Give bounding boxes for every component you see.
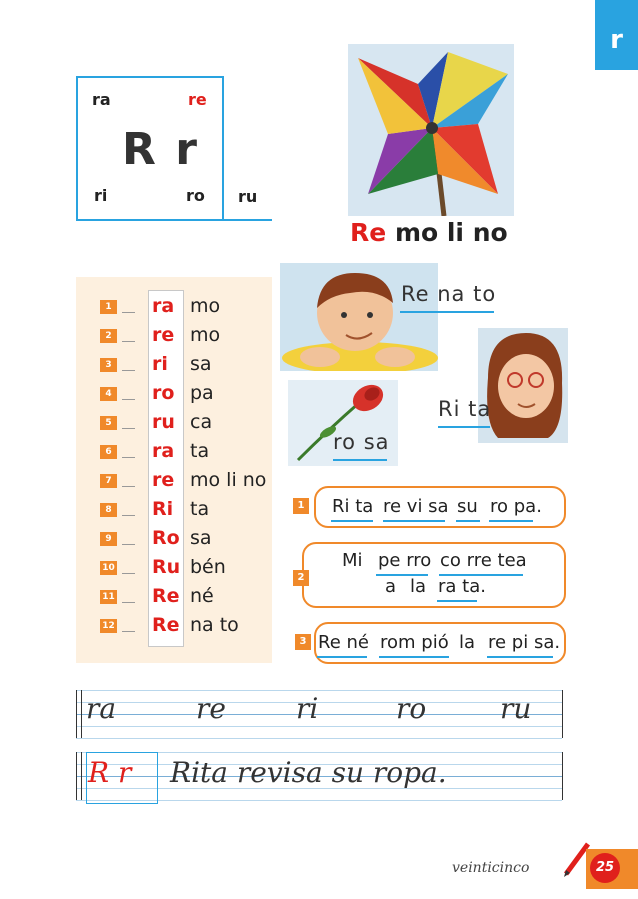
- title-rest: mo li no: [394, 218, 508, 247]
- sentence-2-word-1: Mi: [342, 550, 363, 571]
- sentence-1-word-1: Ri ta: [332, 496, 374, 517]
- sentence-3-word-1: Re né: [318, 632, 369, 653]
- row-word-rest: pa: [190, 382, 214, 404]
- row-syllable: Ru: [152, 556, 181, 578]
- guide-line: [76, 726, 562, 727]
- row-syllable: ra: [152, 295, 175, 317]
- boy-icon: [280, 263, 438, 371]
- row-word-rest: sa: [190, 527, 212, 549]
- sentence-2-word-4: a: [385, 576, 397, 597]
- row-word-rest: sa: [190, 353, 212, 375]
- page-number-word: veinticinco: [452, 860, 530, 876]
- word-list-row: [100, 439, 275, 468]
- sentence-1-word-4: ro pa.: [490, 496, 542, 517]
- sentence-2-word-5: la: [410, 576, 427, 597]
- row-syllable: Ri: [152, 498, 174, 520]
- row-word-rest: ca: [190, 411, 213, 433]
- answer-blank: [122, 515, 135, 516]
- row-syllable: Ro: [152, 527, 180, 549]
- cursive-ri: ri: [296, 692, 319, 725]
- answer-blank: [122, 573, 135, 574]
- caption-renato-line: [400, 311, 494, 313]
- sentence-1-word-3: su: [457, 496, 478, 517]
- margin-bar: [81, 752, 82, 800]
- title-word-remolino: [350, 218, 508, 247]
- guide-line: [76, 714, 562, 715]
- answer-blank: [122, 544, 135, 545]
- word-list-row: [100, 497, 275, 526]
- row-syllable: ra: [152, 440, 175, 462]
- row-number: 6: [100, 445, 117, 459]
- syllable-ra: ra: [92, 90, 111, 109]
- sentence-3-number: 3: [295, 634, 311, 650]
- caption-rita: Ri ta: [438, 397, 492, 421]
- row-number: 12: [100, 619, 117, 633]
- boy-illustration: [280, 263, 438, 371]
- word-list-row: [100, 613, 275, 642]
- syllable-baseline: [76, 219, 272, 221]
- margin-bar: [76, 690, 77, 738]
- row-word-rest: bén: [190, 556, 226, 578]
- caption-rosa: ro sa: [333, 430, 390, 454]
- margin-bar: [562, 690, 563, 738]
- cursive-ro: ro: [396, 692, 427, 725]
- row-number: 7: [100, 474, 117, 488]
- answer-blank: [122, 486, 135, 487]
- caption-rita-line: [438, 426, 490, 428]
- row-number: 10: [100, 561, 117, 575]
- syllable-ru: ru: [238, 187, 258, 206]
- syllable-ro: ro: [186, 186, 205, 205]
- row-word-rest: mo: [190, 295, 221, 317]
- row-word-rest: ta: [190, 498, 210, 520]
- sentence-2-word-2: pe rro: [378, 550, 432, 571]
- syllable-re: re: [188, 90, 207, 109]
- sentence-2-word-6: ra ta.: [438, 576, 486, 597]
- row-syllable: ri: [152, 353, 168, 375]
- row-syllable: re: [152, 324, 175, 346]
- cursive-re: re: [196, 692, 226, 725]
- sentence-3-word-2: rom pió: [380, 632, 449, 653]
- chapter-letter-tab: r: [595, 0, 638, 70]
- row-number: 11: [100, 590, 117, 604]
- word-list-row: [100, 468, 275, 497]
- row-number: 4: [100, 387, 117, 401]
- row-word-rest: na to: [190, 614, 239, 636]
- sentence-3-underline-1: [317, 656, 367, 658]
- title-red-syllable: Re: [350, 218, 387, 247]
- row-syllable: ro: [152, 382, 175, 404]
- pinwheel-icon: [348, 44, 514, 216]
- word-list-row: [100, 323, 275, 352]
- word-list-row: [100, 410, 275, 439]
- cursive-rr: R r: [88, 756, 132, 789]
- row-word-rest: mo li no: [190, 469, 267, 491]
- answer-blank: [122, 457, 135, 458]
- girl-icon: [478, 328, 568, 443]
- sentence-2-word-3: co rre tea: [440, 550, 527, 571]
- row-number: 1: [100, 300, 117, 314]
- girl-illustration: [478, 328, 568, 443]
- sentence-3-underline-3: [487, 656, 553, 658]
- word-list-row: [100, 294, 275, 323]
- row-word-rest: né: [190, 585, 214, 607]
- guide-line: [76, 738, 562, 739]
- answer-blank: [122, 312, 135, 313]
- answer-blank: [122, 370, 135, 371]
- row-syllable: Re: [152, 585, 180, 607]
- word-list-row: [100, 381, 275, 410]
- guide-line: [76, 690, 562, 691]
- sentence-3-underline-2: [379, 656, 449, 658]
- caption-rosa-line: [333, 459, 387, 461]
- answer-blank: [122, 428, 135, 429]
- sentence-2-number: 2: [293, 570, 309, 586]
- row-number: 9: [100, 532, 117, 546]
- row-syllable: re: [152, 469, 175, 491]
- sentence-3-word-4: re pi sa.: [488, 632, 561, 653]
- cursive-sentence: Rita revisa su ropa.: [170, 756, 447, 789]
- word-list-row: [100, 584, 275, 613]
- caption-renato: Re na to: [401, 282, 497, 306]
- row-number: 8: [100, 503, 117, 517]
- word-list-row: [100, 526, 275, 555]
- page-number-badge: [586, 849, 638, 889]
- row-number: 2: [100, 329, 117, 343]
- row-syllable: Re: [152, 614, 180, 636]
- margin-bar: [562, 752, 563, 800]
- answer-blank: [122, 602, 135, 603]
- row-number: 3: [100, 358, 117, 372]
- page-number: 25: [590, 853, 620, 883]
- cursive-ra: ra: [86, 692, 117, 725]
- big-letter-rr: R r: [122, 124, 199, 175]
- sentence-2-underline-3: [437, 600, 477, 602]
- answer-blank: [122, 399, 135, 400]
- row-number: 5: [100, 416, 117, 430]
- guide-line: [76, 702, 562, 703]
- pinwheel-illustration: [348, 44, 514, 216]
- answer-blank: [122, 341, 135, 342]
- sentence-1-underline-4: [489, 520, 533, 522]
- sentence-1-underline-3: [456, 520, 480, 522]
- margin-bar: [81, 690, 82, 738]
- sentence-1-word-2: re vi sa: [383, 496, 449, 517]
- word-list-row: [100, 555, 275, 584]
- margin-bar: [76, 752, 77, 800]
- sentence-1-underline-2: [383, 520, 445, 522]
- sentence-1-number: 1: [293, 498, 309, 514]
- syllable-ri: ri: [94, 186, 108, 205]
- syllable-box: [76, 76, 272, 221]
- answer-blank: [122, 631, 135, 632]
- row-word-rest: ta: [190, 440, 210, 462]
- row-word-rest: mo: [190, 324, 221, 346]
- sentence-3-word-3: la: [459, 632, 476, 653]
- row-syllable: ru: [152, 411, 175, 433]
- cursive-ru: ru: [500, 692, 532, 725]
- word-list-row: [100, 352, 275, 381]
- sentence-1-underline-1: [331, 520, 373, 522]
